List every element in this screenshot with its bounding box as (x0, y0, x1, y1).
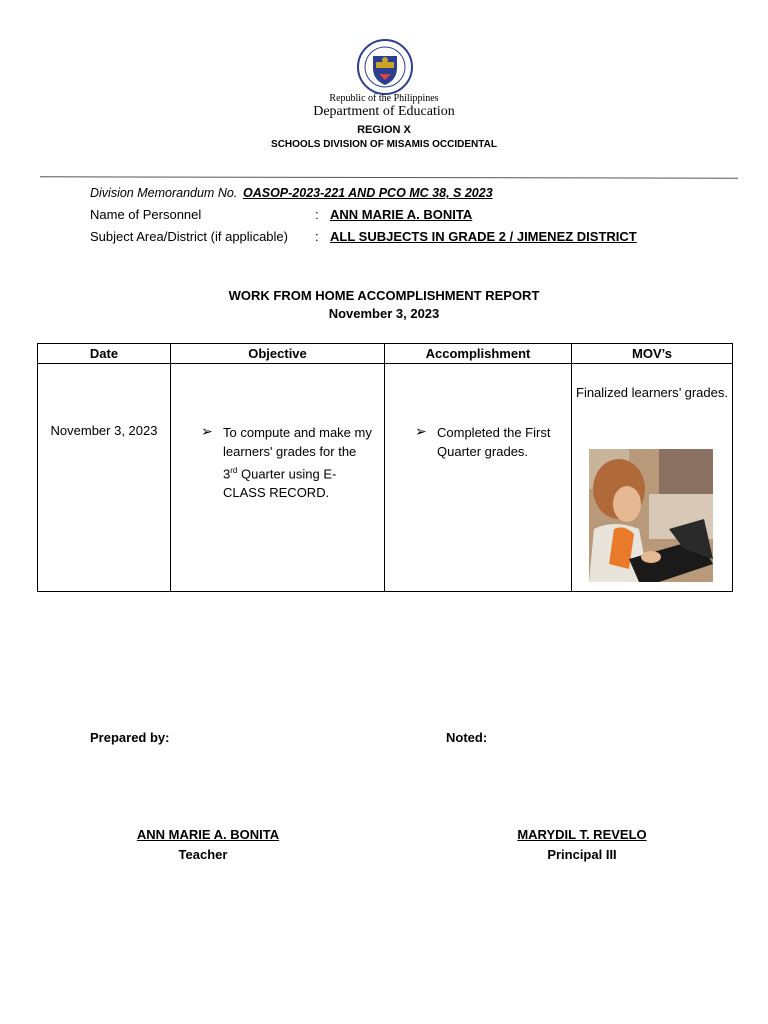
objective-text: To compute and make my learners' grades for the 3rd Quarter using E-CLASS RECORD. (223, 425, 372, 501)
row-date: November 3, 2023 (50, 423, 158, 438)
deped-seal-logo (354, 38, 416, 96)
memo-label: Division Memorandum No. (90, 186, 238, 200)
accomplishment-cell (385, 364, 572, 592)
department-text: Department of Education (313, 104, 455, 119)
arrow-bullet-icon: ➢ (415, 423, 427, 439)
accomplishment-text: Completed the First Quarter grades. (437, 425, 551, 459)
preparer-role: Teacher (178, 847, 228, 862)
subject-area-label: Subject Area/District (if applicable) (90, 229, 288, 244)
colon-separator: : (315, 207, 319, 222)
noted-label: Noted: (446, 730, 488, 745)
arrow-bullet-icon: ➢ (201, 423, 213, 439)
division-text: SCHOOLS DIVISION OF MISAMIS OCCIDENTAL (271, 139, 497, 150)
republic-text: Republic of the Philippines (329, 93, 439, 104)
header-date: Date (38, 344, 171, 364)
mov-photo (589, 449, 713, 582)
noter-role: Principal III (547, 847, 617, 862)
noter-name: MARYDIL T. REVELO (517, 827, 647, 842)
report-title: WORK FROM HOME ACCOMPLISHMENT REPORT (228, 288, 540, 303)
header-divider (40, 176, 738, 178)
personnel-name-value: ANN MARIE A. BONITA (330, 207, 473, 222)
personnel-name-label: Name of Personnel (90, 207, 202, 222)
header-movs: MOV’s (572, 344, 733, 364)
report-date: November 3, 2023 (328, 306, 440, 321)
table-header-row (38, 344, 733, 364)
memo-number: OASOP-2023-221 AND PCO MC 38, S 2023 (243, 186, 493, 200)
header-objective: Objective (171, 344, 385, 364)
mov-cell (572, 364, 733, 592)
accomplishment-table (37, 343, 733, 592)
region-text: REGION X (357, 124, 411, 136)
subject-area-value: ALL SUBJECTS IN GRADE 2 / JIMENEZ DISTRICT (330, 229, 637, 244)
prepared-by-label: Prepared by: (90, 730, 170, 745)
objective-cell (171, 364, 385, 592)
mov-text: Finalized learners’ grades. (576, 385, 728, 400)
header-accomplishment: Accomplishment (385, 344, 572, 364)
table-row (38, 364, 733, 592)
date-cell (38, 364, 171, 592)
preparer-name: ANN MARIE A. BONITA (136, 827, 280, 842)
colon-separator: : (315, 229, 319, 244)
